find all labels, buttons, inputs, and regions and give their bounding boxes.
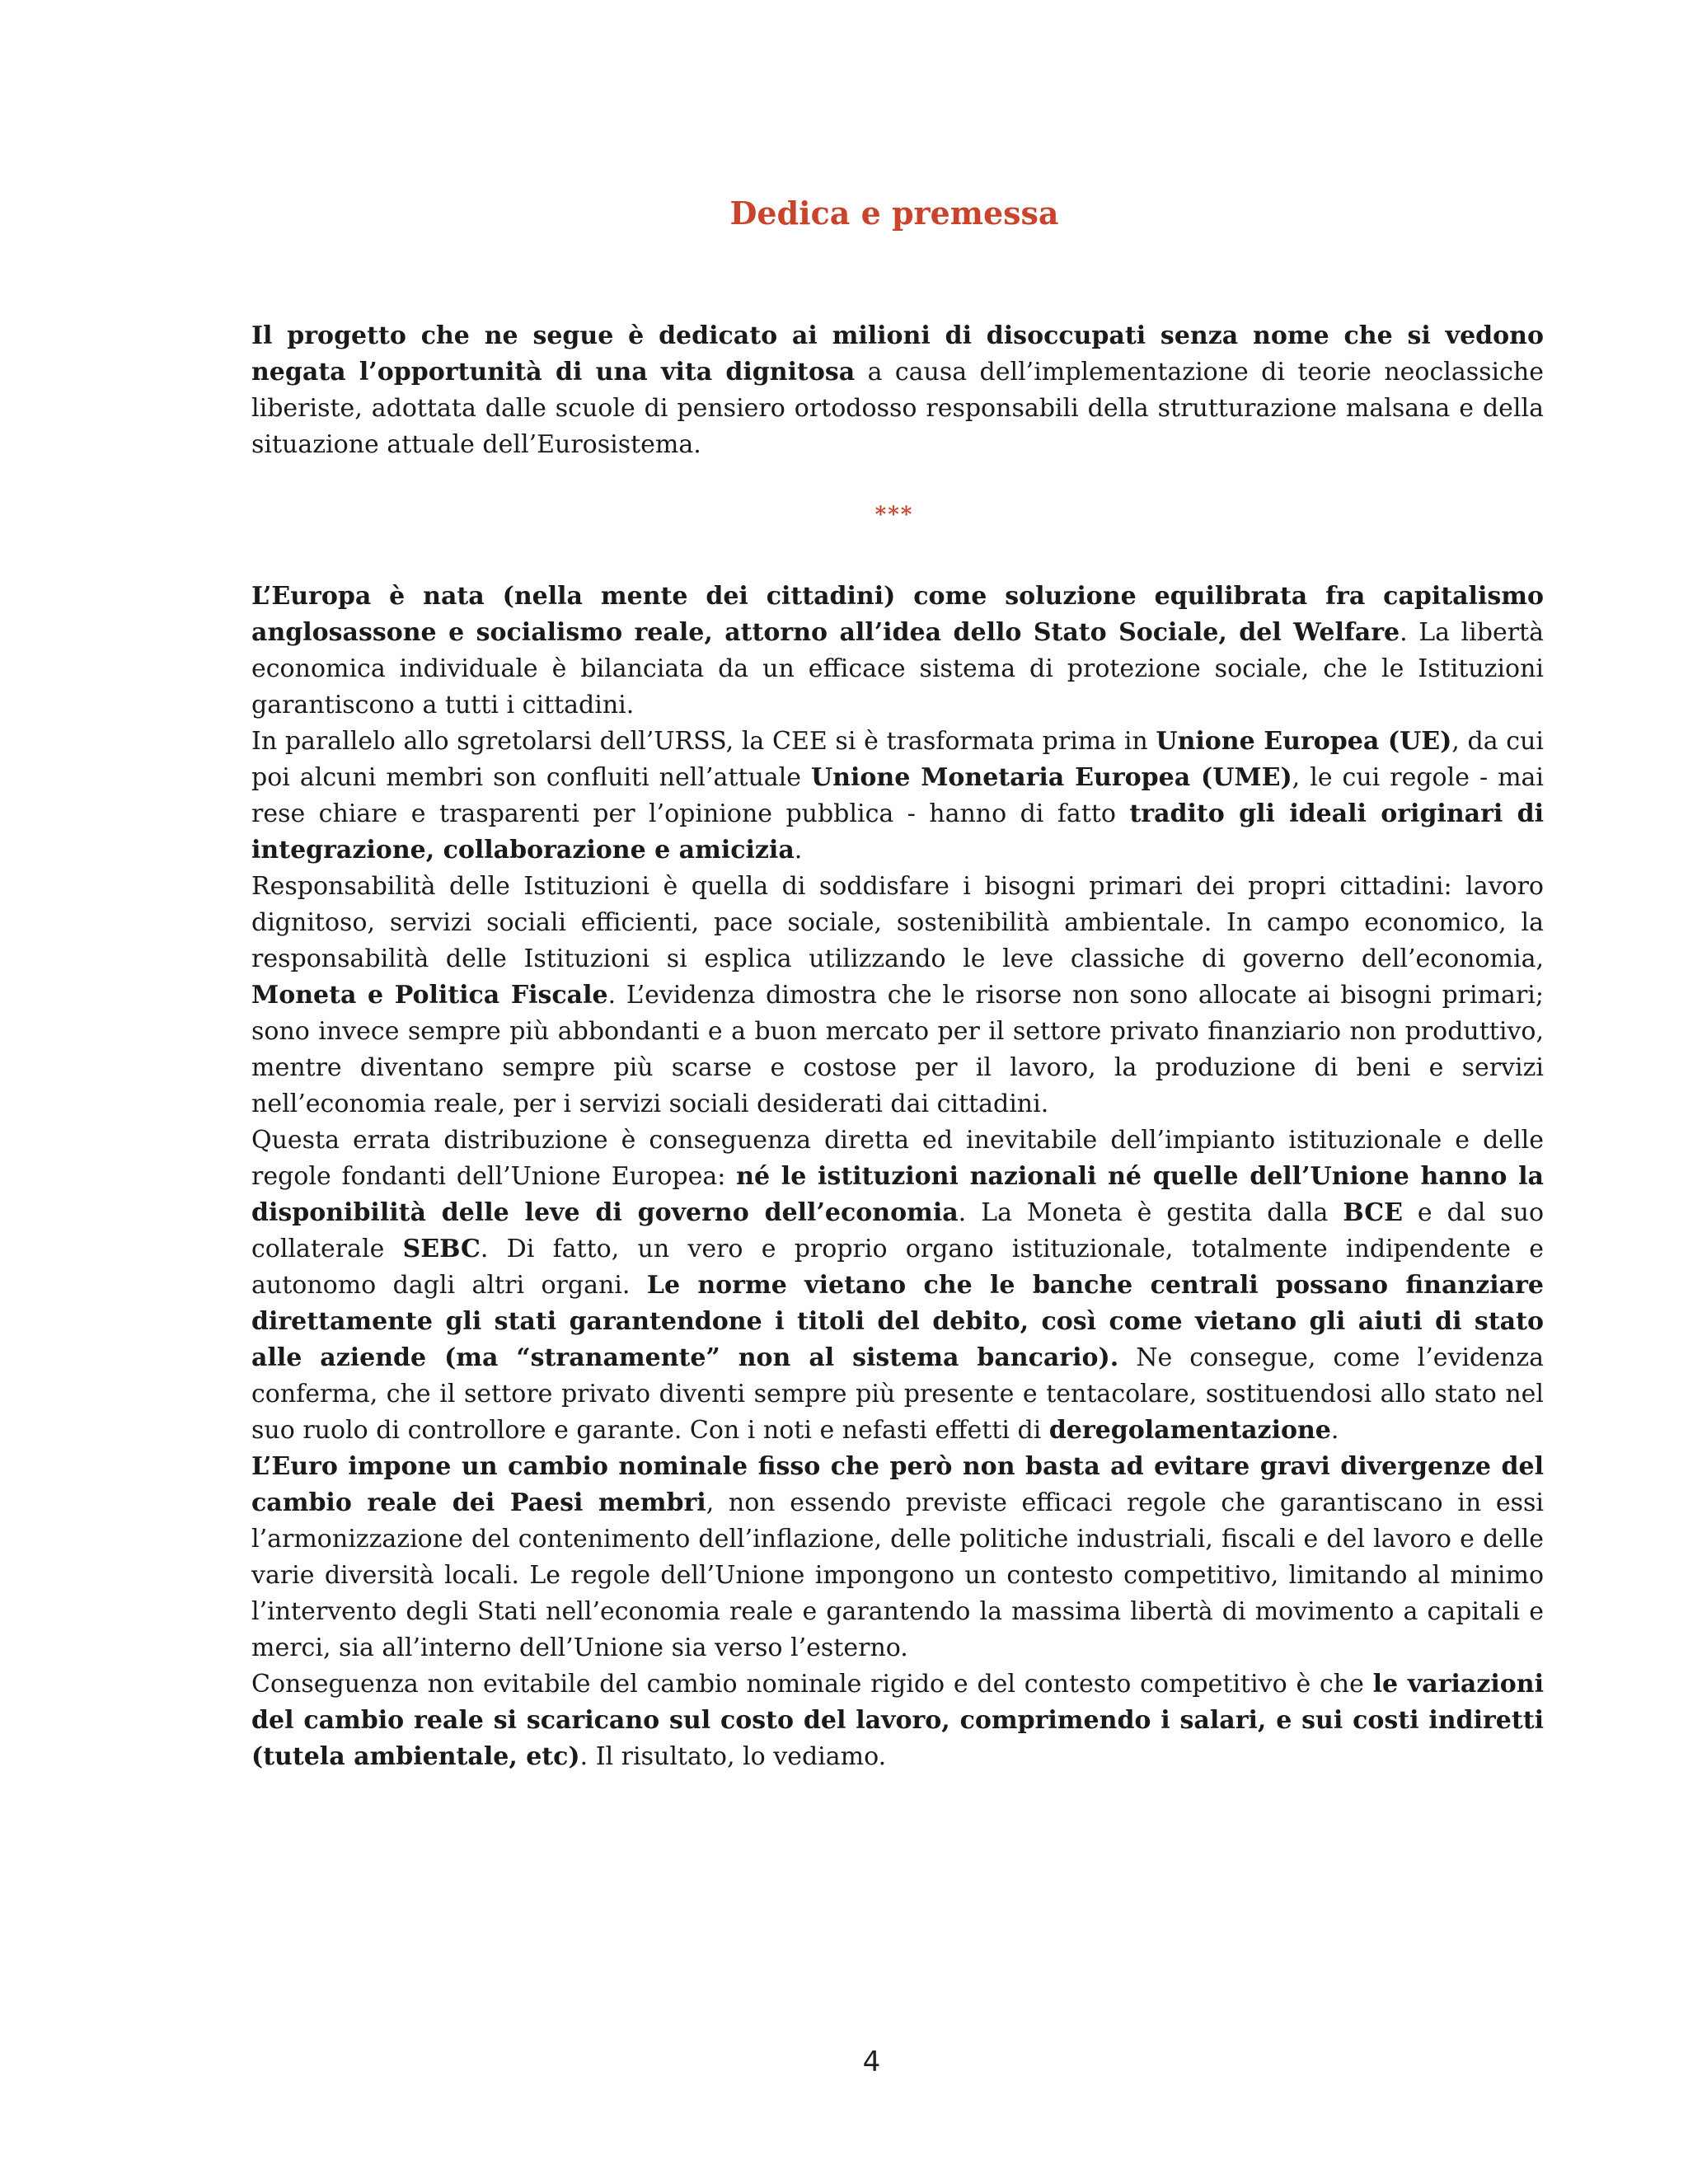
page-number: 4 <box>862 2046 881 2079</box>
text-run: . <box>1330 1416 1339 1445</box>
text-run: . Di fatto, un vero e proprio organo istituzionale, totalmente indipendente e autonomo dagli altri organi. <box>251 1235 1545 1300</box>
text-run: , da cui poi alcuni membri son confluiti nell’attuale <box>251 727 1544 792</box>
premessa-paragraph-6 <box>251 1666 1544 1775</box>
premessa-section <box>251 579 1544 1775</box>
bold-text-run: L’Europa è nata (nella mente dei cittadini) come soluzione equilibrata fra capitalismo anglosassone e socialismo reale, attorno all’idea dello Stato Sociale, del Welfare <box>251 582 1544 647</box>
text-run: . La libertà economica individuale è bilanciata da un efficace sistema di protezione sociale, che le Istituzioni garantiscono a tutti i cittadini. <box>251 618 1544 719</box>
bold-text-run: né le istituzioni nazionali né quelle dell’Unione hanno la disponibilità delle leve di governo dell’economia <box>251 1162 1544 1227</box>
bold-text-run: L’Euro impone un cambio nominale fisso che però non basta ad evitare gravi divergenze del cambio reale dei Paesi membri <box>251 1452 1544 1517</box>
bold-text-run: Moneta e Politica Fiscale <box>251 981 608 1010</box>
text-run: Ne consegue, come l’evidenza conferma, che il settore privato diventi sempre più presente e tentacolare, sostituendosi allo stato nel suo ruolo di controllore e garante. Con i noti e nefasti effetti di <box>251 1343 1545 1445</box>
premessa-paragraph-3 <box>251 869 1544 1122</box>
text-run: . Il risultato, lo vediamo. <box>579 1742 887 1771</box>
page-title: Dedica e premessa <box>729 194 1059 232</box>
bold-text-run: Le norme vietano che le banche centrali possano finanziare direttamente gli stati garantendone i titoli del debito, così come vietano gli aiuti di stato alle aziende (ma “stranamente” non al sistema bancario). <box>251 1271 1544 1372</box>
bold-text-run: Il progetto che ne segue è dedicato ai milioni di disoccupati senza nome che si vedono negata l’opportunità di una vita dignitosa <box>251 321 1544 387</box>
text-run: , le cui regole - mai rese chiare e trasparenti per l’opinione pubblica - hanno di fatto <box>251 763 1544 828</box>
premessa-paragraph-1 <box>251 579 1544 724</box>
dedication-paragraph <box>251 318 1544 463</box>
dedication-section <box>251 318 1544 463</box>
text-run: Responsabilità delle Istituzioni è quella di soddisfare i bisogni primari dei propri cittadini: lavoro dignitoso, servizi sociali efficienti, pace sociale, sostenibilità ambientale. In campo economico, la responsabilità delle Istituzioni si esplica utilizzando le leve classiche di governo dell’economia, <box>251 872 1544 973</box>
section-separator: *** <box>874 503 914 527</box>
bold-text-run: deregolamentazione <box>1048 1416 1331 1445</box>
text-run: , non essendo previste efficaci regole che garantiscano in essi l’armonizzazione del contenimento dell’inflazione, delle politiche industriali, fiscali e del lavoro e delle varie diversità locali. Le regole dell’Unione impongono un contesto competitivo, limitando al minimo l’intervento degli Stati nell’economia reale e garantendo la massima libertà di movimento a capitali e merci, sia all’interno dell’Unione sia verso l’esterno. <box>251 1488 1545 1662</box>
premessa-paragraph-5 <box>251 1449 1544 1666</box>
text-run: e dal suo collaterale <box>251 1198 1544 1263</box>
text-run: Questa errata distribuzione è conseguenza diretta ed inevitabile dell’impianto istituzionale e delle regole fondanti dell’Unione Europea: <box>251 1126 1544 1191</box>
bold-text-run: Unione Monetaria Europea (UME) <box>811 763 1292 792</box>
premessa-paragraph-2 <box>251 724 1544 869</box>
text-run: . La Moneta è gestita dalla <box>958 1198 1343 1227</box>
text-run: . L’evidenza dimostra che le risorse non sono allocate ai bisogni primari; sono invece sempre più abbondanti e a buon mercato per il settore privato finanziario non produttivo, mentre diventano sempre più scarse e costose per il lavoro, la produzione di beni e servizi nell’economia reale, per i servizi sociali desiderati dai cittadini. <box>251 981 1544 1118</box>
bold-text-run: tradito gli ideali originari di integrazione, collaborazione e amicizia <box>251 799 1544 865</box>
bold-text-run: le variazioni del cambio reale si scaricano sul costo del lavoro, comprimendo i salari, e sui costi indiretti (tutela ambientale, etc) <box>251 1670 1544 1771</box>
text-run: In parallelo allo sgretolarsi dell’URSS, la CEE si è trasformata prima in <box>251 727 1156 756</box>
bold-text-run: Unione Europea (UE) <box>1156 727 1452 756</box>
text-run: a causa dell’implementazione di teorie neoclassiche liberiste, adottata dalle scuole di pensiero ortodosso responsabili della strutturazione malsana e della situazione attuale dell’Eurosistema. <box>251 358 1544 459</box>
bold-text-run: SEBC <box>402 1235 481 1263</box>
text-run: Conseguenza non evitabile del cambio nominale rigido e del contesto competitivo è che <box>251 1670 1373 1699</box>
bold-text-run: BCE <box>1343 1198 1403 1227</box>
text-run: . <box>794 836 803 865</box>
premessa-paragraph-4 <box>251 1122 1544 1449</box>
